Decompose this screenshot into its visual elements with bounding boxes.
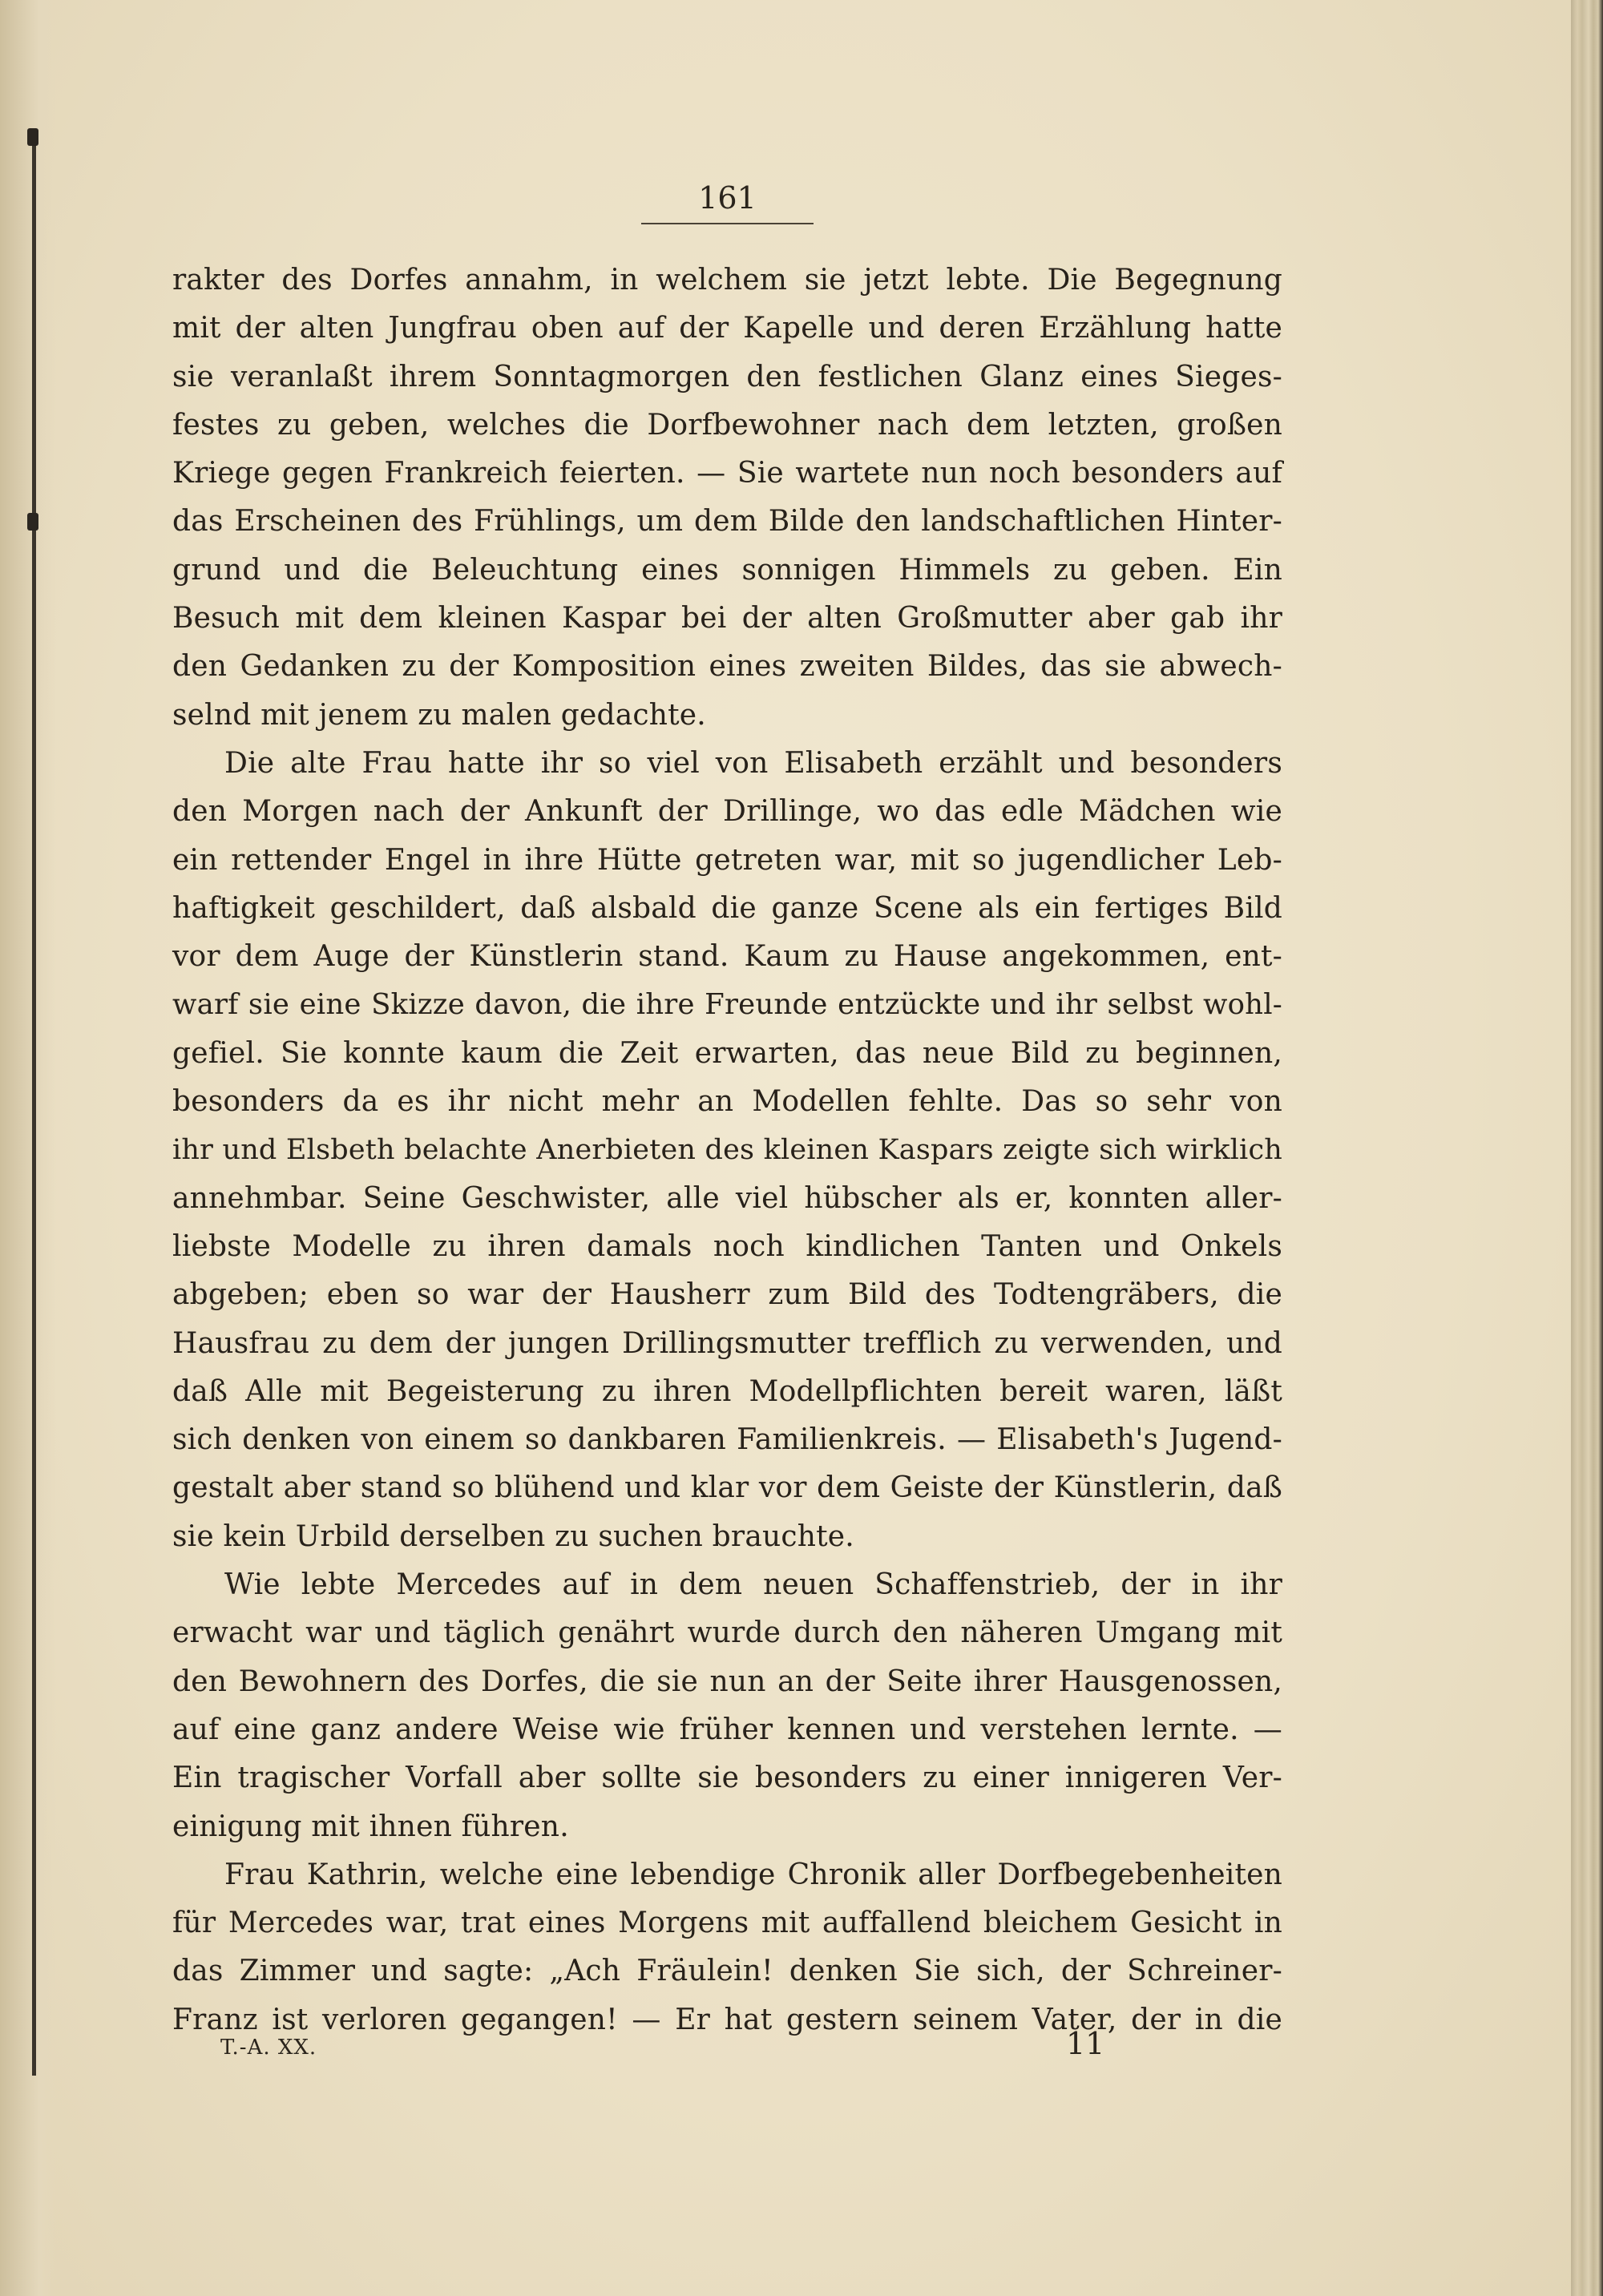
text-line: sich denken von einem so dankbaren Familienkreis. — Elisabeth's Jugend-	[172, 1423, 1282, 1457]
text-line: daß Alle mit Begeisterung zu ihren Modellpflichten bereit waren, läßt	[172, 1374, 1282, 1408]
text-line: Hausfrau zu dem der jungen Drillingsmutter trefflich zu verwenden, und	[172, 1326, 1282, 1360]
body-text	[172, 256, 1282, 2044]
text-line: ihr und Elsbeth belachte Anerbieten des kleinen Kaspars zeigte sich wirklich	[172, 1134, 1282, 1167]
printer-signature: T.-A. XX.	[220, 2036, 317, 2060]
text-line: den Morgen nach der Ankunft der Drillinge, wo das edle Mädchen wie	[172, 795, 1282, 829]
text-line: liebste Modelle zu ihren damals noch kindlichen Tanten und Onkels	[172, 1229, 1282, 1263]
binding-mark	[27, 128, 38, 146]
spine-binding-line	[32, 136, 36, 2076]
text-line: besonders da es ihr nicht mehr an Modellen fehlte. Das so sehr von	[172, 1085, 1282, 1119]
text-line: für Mercedes war, trat eines Morgens mit auffallend bleichem Gesicht in	[172, 1907, 1282, 1940]
text-line: selnd mit jenem zu malen gedachte.	[172, 698, 706, 732]
header-rule	[641, 223, 814, 224]
text-line: Kriege gegen Frankreich feierten. — Sie wartete nun noch besonders auf	[172, 457, 1282, 490]
text-line: Besuch mit dem kleinen Kaspar bei der alten Großmutter aber gab ihr	[172, 602, 1282, 636]
text-line: gestalt aber stand so blühend und klar vor dem Geiste der Künstlerin, daß	[172, 1471, 1282, 1505]
text-line: gefiel. Sie konnte kaum die Zeit erwarten, das neue Bild zu beginnen,	[172, 1036, 1282, 1070]
text-line: ein rettender Engel in ihre Hütte getreten war, mit so jugendlicher Leb-	[172, 843, 1282, 877]
text-line: einigung mit ihnen führen.	[172, 1810, 569, 1843]
text-line: grund und die Beleuchtung eines sonnigen Himmels zu geben. Ein	[172, 553, 1282, 587]
text-line: warf sie eine Skizze davon, die ihre Freunde entzückte und ihr selbst wohl-	[172, 988, 1282, 1022]
text-line: Ein tragischer Vorfall aber sollte sie besonders zu einer innigeren Ver-	[172, 1761, 1282, 1795]
text-line: das Zimmer und sagte: „Ach Fräulein! denken Sie sich, der Schreiner-	[172, 1955, 1282, 1988]
text-line: sie kein Urbild derselben zu suchen brauchte.	[172, 1519, 854, 1553]
text-line: abgeben; eben so war der Hausherr zum Bild des Todtengräbers, die	[172, 1278, 1282, 1312]
text-line: Franz ist verloren gegangen! — Er hat gestern seinem Vater, der in die	[172, 2003, 1282, 2036]
text-line: erwacht war und täglich genährt wurde durch den näheren Umgang mit	[172, 1616, 1282, 1650]
text-line: Wie lebte Mercedes auf in dem neuen Schaffenstrieb, der in ihr	[224, 1568, 1282, 1602]
page-edges	[1571, 0, 1603, 2296]
text-line: Die alte Frau hatte ihr so viel von Elisabeth erzählt und besonders	[224, 746, 1282, 780]
text-line: Frau Kathrin, welche eine lebendige Chronik aller Dorfbegebenheiten	[224, 1858, 1282, 1891]
text-line: annehmbar. Seine Geschwister, alle viel hübscher als er, konnten aller-	[172, 1181, 1282, 1215]
text-line: den Gedanken zu der Komposition eines zweiten Bildes, das sie abwech-	[172, 650, 1282, 684]
text-line: auf eine ganz andere Weise wie früher kennen und verstehen lernte. —	[172, 1713, 1282, 1746]
sheet-number: 11	[1066, 2026, 1105, 2061]
text-line: das Erscheinen des Frühlings, um dem Bilde den landschaftlichen Hinter-	[172, 505, 1282, 539]
binding-mark	[27, 513, 38, 531]
text-line: sie veranlaßt ihrem Sonntagmorgen den festlichen Glanz eines Sieges-	[172, 360, 1282, 393]
text-line: haftigkeit geschildert, daß alsbald die ganze Scene als ein fertiges Bild	[172, 891, 1282, 925]
page-number: 161	[698, 180, 757, 216]
text-line: den Bewohnern des Dorfes, die sie nun an der Seite ihrer Hausgenossen,	[172, 1664, 1282, 1698]
text-line: mit der alten Jungfrau oben auf der Kapelle und deren Erzählung hatte	[172, 312, 1282, 345]
text-line: vor dem Auge der Künstlerin stand. Kaum zu Hause angekommen, ent-	[172, 940, 1282, 974]
text-line: rakter des Dorfes annahm, in welchem sie jetzt lebte. Die Begegnung	[172, 264, 1282, 297]
gutter-shadow	[0, 0, 56, 2296]
text-line: festes zu geben, welches die Dorfbewohner nach dem letzten, großen	[172, 408, 1282, 442]
